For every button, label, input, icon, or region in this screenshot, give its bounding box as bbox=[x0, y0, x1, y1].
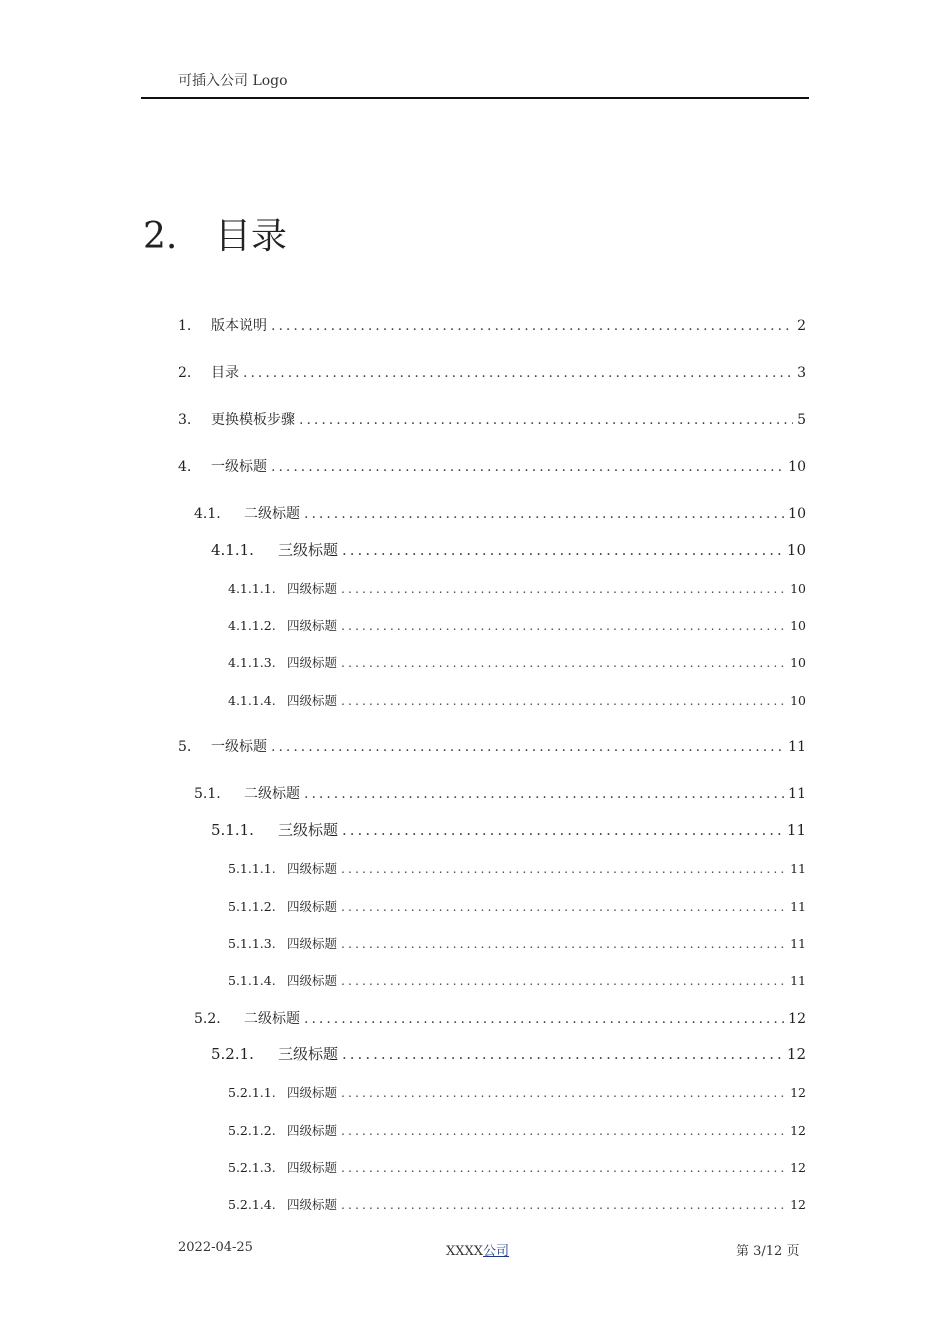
toc-entry-page: 11 bbox=[788, 739, 806, 755]
toc-entry-title: 更换模板步骤 bbox=[211, 412, 295, 428]
toc-entry-page: 11 bbox=[786, 821, 806, 839]
toc-entry-page: 3 bbox=[797, 365, 806, 381]
toc-entry-number: 5.1.1.2. bbox=[228, 899, 276, 914]
toc-entry[interactable] bbox=[228, 897, 806, 915]
toc-entry-number: 4.1. bbox=[194, 506, 221, 522]
toc-entry-number: 4.1.1.2. bbox=[228, 618, 276, 633]
toc-entry-title: 三级标题 bbox=[278, 821, 339, 839]
toc-entry[interactable] bbox=[228, 579, 806, 597]
toc-entry-page: 12 bbox=[790, 1197, 806, 1212]
toc-entry-number: 1. bbox=[178, 318, 192, 334]
toc-dot-leader bbox=[341, 899, 786, 914]
toc-entry-number: 5.2.1.1. bbox=[228, 1085, 276, 1100]
toc-entry-title: 四级标题 bbox=[287, 936, 338, 951]
toc-entry-number: 4.1.1.3. bbox=[228, 655, 276, 670]
toc-dot-leader bbox=[341, 1123, 786, 1138]
toc-entry-title: 一级标题 bbox=[211, 459, 267, 475]
page-title-text: 目录 bbox=[215, 216, 288, 257]
toc-entry-title: 三级标题 bbox=[278, 541, 339, 559]
toc-entry-number: 5.2.1.4. bbox=[228, 1197, 276, 1212]
toc-dot-leader bbox=[341, 655, 786, 670]
toc-entry[interactable] bbox=[178, 315, 806, 335]
toc-entry-page: 12 bbox=[790, 1123, 806, 1138]
toc-entry-number: 5.1.1.1. bbox=[228, 861, 276, 876]
toc-entry-number: 4.1.1.4. bbox=[228, 693, 276, 708]
toc-entry[interactable] bbox=[228, 1195, 806, 1213]
toc-entry-title: 四级标题 bbox=[287, 655, 338, 670]
toc-entry[interactable] bbox=[178, 409, 806, 429]
toc-entry[interactable] bbox=[211, 1043, 806, 1064]
toc-dot-leader bbox=[341, 618, 786, 633]
toc-entry-title: 二级标题 bbox=[244, 506, 300, 522]
footer-company-link[interactable]: 公司 bbox=[483, 1244, 510, 1259]
toc-dot-leader bbox=[341, 1085, 786, 1100]
toc-entry-number: 4. bbox=[178, 459, 192, 475]
toc-entry-number: 5.2.1. bbox=[211, 1045, 254, 1063]
toc-dot-leader bbox=[299, 412, 793, 428]
toc-entry-title: 二级标题 bbox=[244, 1011, 300, 1027]
toc-entry-title: 四级标题 bbox=[287, 693, 338, 708]
toc-entry-title: 四级标题 bbox=[287, 899, 338, 914]
toc-entry-page: 10 bbox=[788, 506, 806, 522]
footer-date: 2022-04-25 bbox=[178, 1240, 253, 1255]
toc-entry-title: 四级标题 bbox=[287, 581, 338, 596]
toc-entry-number: 5.2.1.2. bbox=[228, 1123, 276, 1138]
toc-entry-page: 12 bbox=[786, 1045, 806, 1063]
toc-dot-leader bbox=[304, 1011, 784, 1027]
toc-entry-title: 四级标题 bbox=[287, 1197, 338, 1212]
toc-entry[interactable] bbox=[194, 1008, 806, 1028]
toc-entry-number: 5.2.1.3. bbox=[228, 1160, 276, 1175]
footer-page-info: 第 3/12 页 bbox=[736, 1244, 800, 1259]
toc-entry-page: 11 bbox=[790, 973, 806, 988]
toc-dot-leader bbox=[304, 786, 784, 802]
toc-entry-title: 四级标题 bbox=[287, 1160, 338, 1175]
toc-entry[interactable] bbox=[228, 1158, 806, 1176]
toc-dot-leader bbox=[243, 365, 793, 381]
toc-dot-leader bbox=[341, 1197, 786, 1212]
toc-entry[interactable] bbox=[194, 783, 806, 803]
toc-entry-page: 11 bbox=[790, 861, 806, 876]
toc-dot-leader bbox=[341, 581, 786, 596]
toc-entry-page: 12 bbox=[790, 1085, 806, 1100]
toc-entry-number: 3. bbox=[178, 412, 192, 428]
toc-dot-leader bbox=[341, 973, 786, 988]
toc-dot-leader bbox=[341, 861, 786, 876]
toc-entry-number: 5.2. bbox=[194, 1011, 221, 1027]
toc-entry-title: 一级标题 bbox=[211, 739, 267, 755]
toc-dot-leader bbox=[304, 506, 784, 522]
toc-entry-page: 12 bbox=[790, 1160, 806, 1175]
toc-entry[interactable] bbox=[178, 736, 806, 756]
toc-entry-page: 10 bbox=[790, 655, 806, 670]
toc-entry[interactable] bbox=[178, 362, 806, 382]
toc-entry-title: 版本说明 bbox=[211, 318, 267, 334]
toc-entry-title: 目录 bbox=[211, 365, 239, 381]
toc-entry[interactable] bbox=[228, 1083, 806, 1101]
toc-entry-title: 四级标题 bbox=[287, 1123, 338, 1138]
footer-company bbox=[446, 1240, 509, 1259]
toc-entry[interactable] bbox=[228, 1121, 806, 1139]
toc-entry[interactable] bbox=[228, 934, 806, 952]
toc-entry-number: 5.1. bbox=[194, 786, 221, 802]
toc-dot-leader bbox=[271, 739, 784, 755]
toc-entry[interactable] bbox=[211, 539, 806, 560]
toc-entry-title: 三级标题 bbox=[278, 1045, 339, 1063]
toc-entry-page: 10 bbox=[790, 693, 806, 708]
toc-entry[interactable] bbox=[228, 653, 806, 671]
header-divider bbox=[141, 97, 809, 99]
toc-entry-page: 11 bbox=[788, 786, 806, 802]
toc-entry-page: 10 bbox=[788, 459, 806, 475]
toc-entry-title: 四级标题 bbox=[287, 973, 338, 988]
toc-entry[interactable] bbox=[194, 503, 806, 523]
toc-entry-number: 4.1.1.1. bbox=[228, 581, 276, 596]
toc-entry-page: 10 bbox=[790, 581, 806, 596]
toc-entry-page: 11 bbox=[790, 936, 806, 951]
toc-entry[interactable] bbox=[178, 456, 806, 476]
toc-dot-leader bbox=[342, 541, 783, 559]
toc-entry-number: 5. bbox=[178, 739, 192, 755]
toc-entry-number: 5.1.1.4. bbox=[228, 973, 276, 988]
header-logo-placeholder: 可插入公司 Logo bbox=[178, 73, 288, 89]
toc-dot-leader bbox=[342, 1045, 783, 1063]
toc-entry-title: 二级标题 bbox=[244, 786, 300, 802]
toc-entry-page: 11 bbox=[790, 899, 806, 914]
toc-entry-number: 5.1.1.3. bbox=[228, 936, 276, 951]
toc-entry-title: 四级标题 bbox=[287, 618, 338, 633]
toc-entry-title: 四级标题 bbox=[287, 861, 338, 876]
toc-dot-leader bbox=[341, 1160, 786, 1175]
toc-dot-leader bbox=[341, 936, 786, 951]
footer-company-prefix: XXXX bbox=[446, 1244, 484, 1259]
toc-entry[interactable] bbox=[228, 971, 806, 989]
toc-dot-leader bbox=[341, 693, 786, 708]
toc-entry-number: 4.1.1. bbox=[211, 541, 254, 559]
toc-dot-leader bbox=[271, 459, 784, 475]
toc-dot-leader bbox=[342, 821, 783, 839]
page-title-number: 2. bbox=[143, 216, 178, 257]
toc-entry-page: 2 bbox=[797, 318, 806, 334]
toc-entry[interactable] bbox=[228, 616, 806, 634]
toc-entry[interactable] bbox=[228, 859, 806, 877]
toc-entry-number: 5.1.1. bbox=[211, 821, 254, 839]
toc-dot-leader bbox=[271, 318, 793, 334]
toc-entry-page: 10 bbox=[786, 541, 806, 559]
toc-entry-number: 2. bbox=[178, 365, 192, 381]
toc-entry-page: 5 bbox=[797, 412, 806, 428]
toc-entry[interactable] bbox=[211, 819, 806, 840]
toc-entry-title: 四级标题 bbox=[287, 1085, 338, 1100]
page-title bbox=[143, 208, 287, 259]
toc-entry[interactable] bbox=[228, 691, 806, 709]
toc-entry-page: 12 bbox=[788, 1011, 806, 1027]
toc-entry-page: 10 bbox=[790, 618, 806, 633]
